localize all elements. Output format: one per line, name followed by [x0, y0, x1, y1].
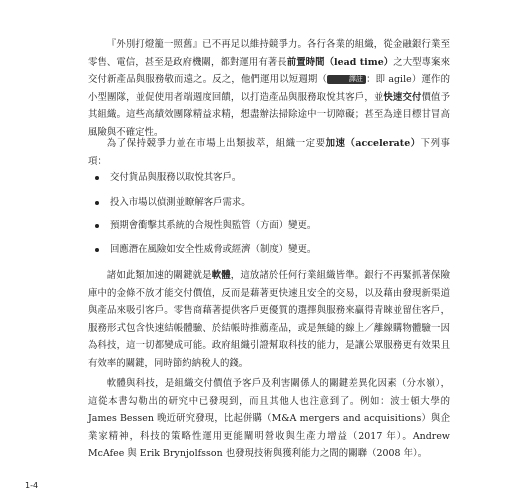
software-text-2: ，這放諸於任何行業組織皆準。銀行不再緊抓著保險庫中的金條不放才能交付價值，反而是藉著更快速且安全的交易，以及藉由發現新渠道與產品來吸引客戶。零售商藉著提供客戶更優質的選擇與服務來贏得青睞並留住客戶，服務形式包含快速結帳體驗、於結帳時推薦產品，或是無縫的線上／離線購物體驗一因為科技，這一切都變成可能。政府組織引證幫取科技的能力，是讓公眾服務更有效果且有效率的關鍵，同時節約納稅人的錢。 — [88, 270, 450, 369]
software-text-1: 諸如此類加速的關鍵就是 — [106, 270, 212, 281]
accelerate-text-1: 為了保持競爭力並在市場上出類拔萃，組織一定要 — [106, 138, 326, 149]
paragraph-intro — [88, 36, 450, 142]
bullet-item-3: 預期會衝擊其系統的合規性與監管（方面）變更。 — [110, 220, 317, 231]
intro-text-1: 『外別打燈籠一照舊』已不再足以維持競爭力。各行各業的組織，從金融銀行業至零售、電信，甚至是政府機關，都對運用有著長 — [88, 39, 450, 68]
accelerate-text-2: 下列事項： — [88, 138, 450, 167]
bold-term-accelerate: 加速（accelerate） — [325, 138, 421, 149]
bullet-item-1: 交付貨品與服務以取悅其客戶。 — [110, 172, 242, 183]
intro-text-4: 價值予其組織。這些高績效團隊精益求精，想盡辦法掃除途中一切障礙；甚至為達目標甘冒高風險與不確定性。 — [88, 91, 450, 138]
bullet-item-4: 回應潛在風險如安全性威脅或經濟（制度）變更。 — [110, 244, 317, 255]
translator-note-tag: 譯註 — [327, 75, 366, 84]
intro-text-3: ：即 agile）運作的小型團隊，並促使用者端週度回饋，以打造產品與服務取悅其客戶，並 — [88, 74, 450, 103]
paragraph-accelerate — [88, 135, 450, 170]
intro-text-2: 之大型專案來交付新產品與服務敬而遠之。反之，他們運用以短週期（ — [88, 56, 450, 86]
bold-term-lead-time: 前置時間（lead time） — [286, 56, 394, 68]
paragraph-research — [88, 375, 450, 463]
paragraph-software-key — [88, 267, 450, 373]
page-number: 1-4 — [25, 481, 39, 490]
bold-term-fast-delivery: 快速交付 — [383, 91, 422, 103]
bullet-item-2: 投入市場以偵測並瞭解客戶需求。 — [110, 197, 251, 208]
bold-term-software: 軟體 — [211, 270, 231, 281]
research-text: 軟體與科技，是組織交付價值予客戶及利害關係人的關鍵差異化因素（分水嶺），這從本書勾勒出的研究中已發現到，而且其他人也注意到了。例如：波士頓大學的 James Bessen 晚近研究發現，比起併購（M&A mergers and acquisitions）與企業家精神，科技的策略性運用更能闡明營收與生產力增益（2017 年）。Andrew McAfee 與 Erik Brynjolfsson 也發現技術與獲利能力之間的關聯（2008 年）。 — [88, 378, 450, 460]
